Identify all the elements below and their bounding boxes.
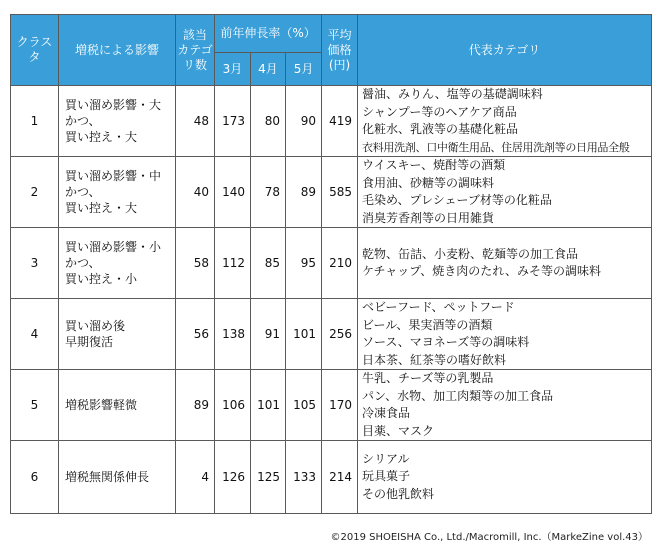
impact-label: 増税無関係伸長 xyxy=(59,441,176,514)
category-item: その他乳飲料 xyxy=(362,486,435,501)
representative-categories xyxy=(358,299,652,370)
copyright-footer: ©2019 SHOEISHA Co., Ltd./Macromill, Inc.（MarkeZine vol.43） xyxy=(330,532,648,543)
category-count: 89 xyxy=(176,370,215,441)
category-item: ソース、マヨネーズ等の調味料 xyxy=(362,335,530,349)
growth-mar: 112 xyxy=(215,228,251,299)
category-item: 玩具菓子 xyxy=(362,469,411,484)
category-item: ケチャップ、焼き肉のたれ、みそ等の調味料 xyxy=(362,264,601,278)
category-item: 目薬、マスク xyxy=(362,423,435,438)
avg-price: 256 xyxy=(322,299,358,370)
category-count: 48 xyxy=(176,86,215,157)
category-item: シリアル xyxy=(362,451,410,466)
header-categories: 代表カテゴリ xyxy=(358,15,652,86)
growth-apr: 78 xyxy=(251,157,286,228)
growth-may: 90 xyxy=(286,86,322,157)
growth-mar: 140 xyxy=(215,157,251,228)
category-count: 58 xyxy=(176,228,215,299)
table-row xyxy=(11,299,652,370)
avg-price: 170 xyxy=(322,370,358,441)
growth-mar: 106 xyxy=(215,370,251,441)
category-item: ウイスキー、焼酎等の酒類 xyxy=(362,158,506,172)
representative-categories xyxy=(358,441,652,514)
category-item: 日本茶、紅茶等の嗜好飲料 xyxy=(362,352,507,367)
category-item: 衣料用洗剤、口中衛生用品、住居用洗剤等の日用品全般 xyxy=(362,140,630,154)
growth-may: 101 xyxy=(286,299,322,370)
category-item: ベビーフード、ペットフード xyxy=(362,300,515,314)
growth-may: 89 xyxy=(286,157,322,228)
impact-label: 買い溜め影響・小 かつ、 買い控え・小 xyxy=(59,228,176,299)
cluster-number: 4 xyxy=(11,299,59,370)
growth-may: 95 xyxy=(286,228,322,299)
category-item: 醤油、みりん、塩等の基礎調味料 xyxy=(362,87,543,101)
header-cluster: クラスタ xyxy=(11,15,59,86)
category-item: シャンプー等のヘアケア商品 xyxy=(362,104,517,119)
header-avg-price: 平均 価格 (円) xyxy=(322,15,358,86)
header-growth: 前年伸長率（%） xyxy=(215,15,322,53)
impact-label: 増税影響軽微 xyxy=(59,370,176,441)
category-count: 56 xyxy=(176,299,215,370)
impact-label: 買い溜め後 早期復活 xyxy=(59,299,176,370)
impact-label: 買い溜め影響・大 かつ、 買い控え・大 xyxy=(59,86,176,157)
category-item: 乾物、缶詰、小麦粉、乾麺等の加工食品 xyxy=(362,246,579,261)
avg-price: 585 xyxy=(322,157,358,228)
category-item: 化粧水、乳液等の基礎化粧品 xyxy=(362,122,519,136)
table-row xyxy=(11,86,652,157)
representative-categories xyxy=(358,370,652,441)
category-item: 牛乳、チーズ等の乳製品 xyxy=(362,371,494,385)
table-row xyxy=(11,157,652,228)
growth-apr: 85 xyxy=(251,228,286,299)
growth-apr: 101 xyxy=(251,370,286,441)
representative-categories xyxy=(358,228,652,299)
category-count: 40 xyxy=(176,157,215,228)
table-row xyxy=(11,228,652,299)
cluster-number: 1 xyxy=(11,86,59,157)
growth-may: 105 xyxy=(286,370,322,441)
category-item: 毛染め、プレシェーブ材等の化粧品 xyxy=(362,193,552,207)
header-count: 該当 カテゴ リ数 xyxy=(176,15,215,86)
header-month-may: 5月 xyxy=(286,53,322,86)
growth-mar: 138 xyxy=(215,299,251,370)
table-row xyxy=(11,441,652,514)
category-item: 消臭芳香剤等の日用雑貨 xyxy=(362,210,495,225)
header-row xyxy=(11,15,652,53)
representative-categories xyxy=(358,157,652,228)
avg-price: 214 xyxy=(322,441,358,514)
category-item: ビール、果実酒等の酒類 xyxy=(362,317,493,332)
cluster-number: 6 xyxy=(11,441,59,514)
cluster-number: 5 xyxy=(11,370,59,441)
header-month-apr: 4月 xyxy=(251,53,286,86)
cluster-number: 2 xyxy=(11,157,59,228)
header-impact: 増税による影響 xyxy=(59,15,176,86)
category-item: 食用油、砂糖等の調味料 xyxy=(362,175,495,190)
category-item: 冷凍食品 xyxy=(362,406,411,420)
representative-categories xyxy=(358,86,652,157)
table-row xyxy=(11,370,652,441)
growth-may: 133 xyxy=(286,441,322,514)
impact-label: 買い溜め影響・中 かつ、 買い控え・大 xyxy=(59,157,176,228)
growth-mar: 126 xyxy=(215,441,251,514)
avg-price: 419 xyxy=(322,86,358,157)
avg-price: 210 xyxy=(322,228,358,299)
growth-apr: 91 xyxy=(251,299,286,370)
growth-mar: 173 xyxy=(215,86,251,157)
cluster-number: 3 xyxy=(11,228,59,299)
category-count: 4 xyxy=(176,441,215,514)
cluster-table xyxy=(10,14,652,514)
header-month-mar: 3月 xyxy=(215,53,251,86)
category-item: パン、水物、加工肉類等の加工食品 xyxy=(362,388,554,403)
growth-apr: 125 xyxy=(251,441,286,514)
growth-apr: 80 xyxy=(251,86,286,157)
